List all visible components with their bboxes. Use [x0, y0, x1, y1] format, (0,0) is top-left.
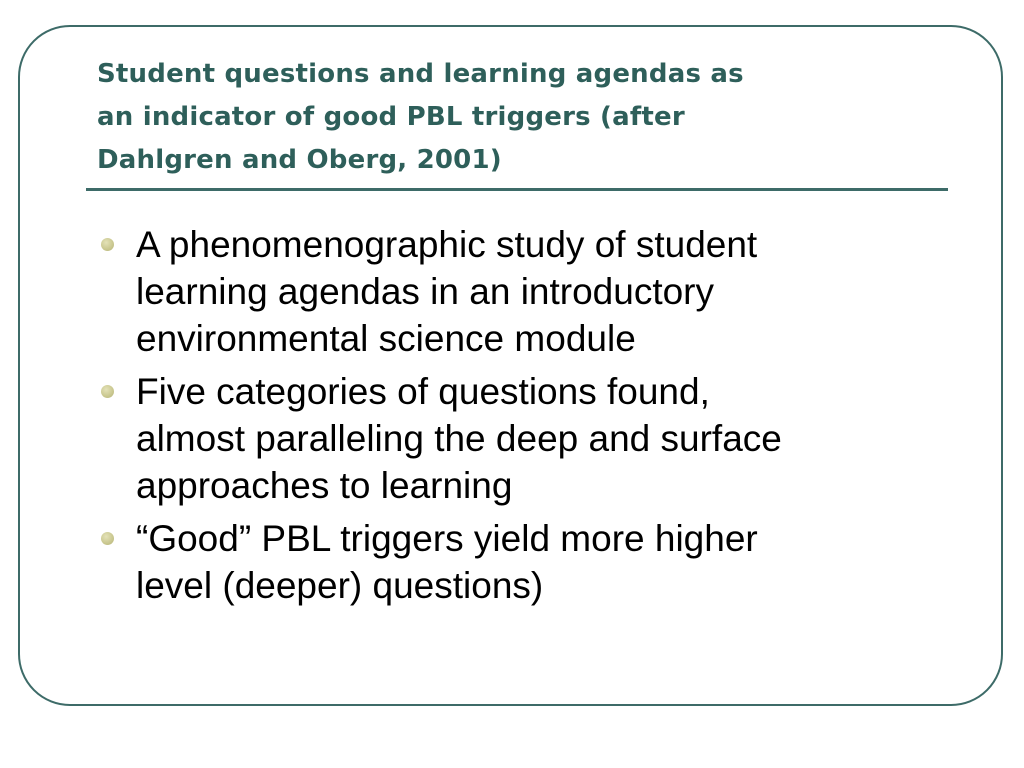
bullet-item: [0, 515, 1024, 609]
slide-title-line: an indicator of good PBL triggers (after: [97, 102, 685, 132]
bullet-text-line: “Good” PBL triggers yield more higher: [136, 518, 758, 559]
slide-title-line: Dahlgren and Oberg, 2001): [97, 145, 502, 175]
bullet-item: [0, 221, 1024, 362]
bullet-dot-icon: [101, 532, 114, 545]
bullet-text-line: A phenomenographic study of student: [136, 224, 758, 265]
bullet-dot-icon: [101, 238, 114, 251]
slide-title-line: Student questions and learning agendas as: [97, 59, 744, 89]
bullet-item: [0, 368, 1024, 509]
bullet-text-line: level (deeper) questions): [136, 565, 544, 606]
bullet-text-line: approaches to learning: [136, 465, 513, 506]
bullet-text-line: almost paralleling the deep and surface: [136, 418, 782, 459]
slide-title: [97, 53, 947, 182]
title-divider: [86, 188, 948, 191]
bullet-text-line: learning agendas in an introductory: [136, 271, 714, 312]
bullet-text-line: environmental science module: [136, 318, 636, 359]
bullet-dot-icon: [101, 385, 114, 398]
bullet-list: [0, 221, 1024, 615]
bullet-text-line: Five categories of questions found,: [136, 371, 710, 412]
